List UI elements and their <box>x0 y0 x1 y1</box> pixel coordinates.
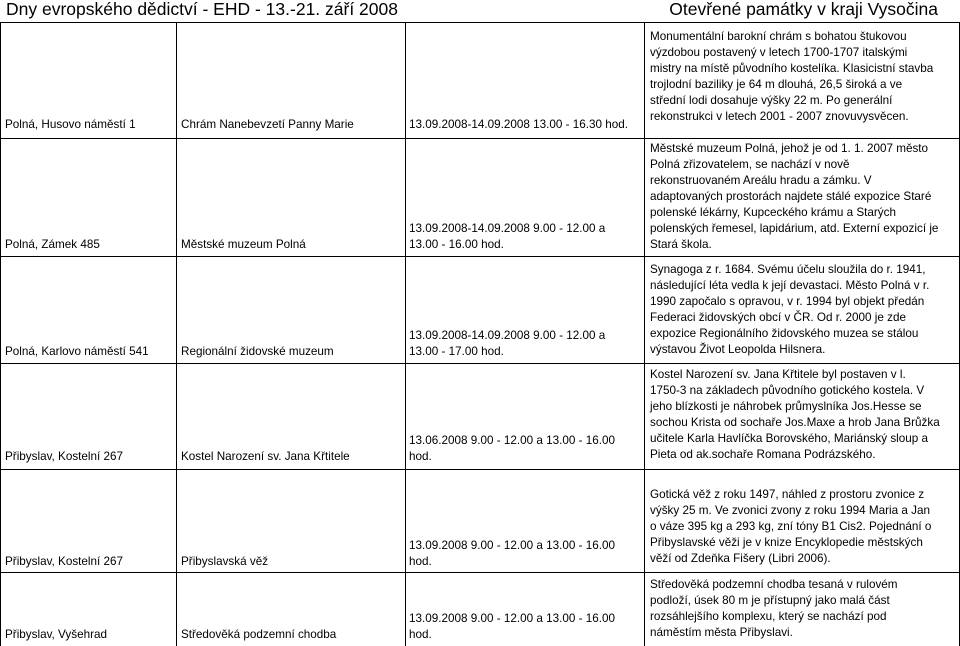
venue-name-cell: Středověká podzemní chodba <box>181 628 337 641</box>
description-cell: Gotická věž z roku 1497, náhled z prostoru zvonice z výšky 25 m. Ve zvonici zvony z roku 1994 Maria a Jan o váze 395 kg a 293 kg, zní tóny B1 Cis2. Pojednání o Přibyslavské věži je v knize Encyklopedie městských věží od Zdeňka Fišery (Libri 2006). <box>650 488 932 565</box>
time-cell: 13.09.2008-14.09.2008 9.00 - 12.00 a 13.00 - 17.00 hod. <box>409 329 606 358</box>
address-cell: Polná, Karlovo náměstí 541 <box>5 345 149 358</box>
description-cell: Kostel Narození sv. Jana Křtitele byl postaven v l. 1750-3 na základech původního gotického kostela. V jeho blízkosti je náhrobek průmyslníka Jos.Hesse se sochou Krista od sochaře Jos.Maxe a hrob Jana Brůžka učitele Karla Havlíčka Borovského, Mariánský sloup a Pieta od ak.sochaře Romana Podrázského. <box>650 368 940 461</box>
description-cell: Monumentální barokní chrám s bohatou štukovou výzdobou postavený v letech 1700-1707 italskými mistry na místě původního kostelíka. Klasicistní stavba trojlodní baziliky je 64 m dlouhá, 26,5 široká a ve střední lodi dosahuje výšky 22 m. Po generální rekonstrukci v letech 2001 - 2007 znovuvysvěcen. <box>650 30 934 123</box>
table-top-border <box>0 22 960 23</box>
address-cell: Přibyslav, Kostelní 267 <box>5 450 124 463</box>
time-cell: 13.09.2008-14.09.2008 9.00 - 12.00 a 13.00 - 16.00 hod. <box>409 222 606 251</box>
row-divider <box>0 363 960 364</box>
venue-name-cell: Chrám Nanebevzetí Panny Marie <box>181 118 354 131</box>
description-cell: Středověká podzemní chodba tesaná v rulovém podloží, úsek 80 m je přístupný jako malá část rozsáhlejšího komplexu, který se nachází pod náměstím města Přibyslavi. <box>650 578 898 639</box>
column-divider <box>176 23 177 646</box>
description-cell: Městské muzeum Polná, jehož je od 1. 1. 2007 město Polná zřizovatelem, se nachází v nově rekonstruovaném Areálu hradu a zámku. V adaptovaných prostorách najdete stálé expozice Staré polenské lékárny, Kupceckého krámu a Starých polenských řemesel, lapidárium, atd. Externí expozicí je Stará škola. <box>650 142 939 251</box>
column-divider <box>0 23 1 646</box>
venue-name-cell: Přibyslavská věž <box>181 555 269 568</box>
address-cell: Přibyslav, Vyšehrad <box>5 628 107 641</box>
address-cell: Polná, Husovo náměstí 1 <box>5 118 136 131</box>
time-cell: 13.06.2008 9.00 - 12.00 a 13.00 - 16.00 hod. <box>409 434 615 463</box>
address-cell: Polná, Zámek 485 <box>5 238 100 251</box>
address-cell: Přibyslav, Kostelní 267 <box>5 555 124 568</box>
page-header <box>0 0 960 23</box>
description-cell: Synagoga z r. 1684. Svému účelu sloužila do r. 1941, následující léta vedla k její devastaci. Město Polná v r. 1990 započalo s opravou, v r. 1994 byl objekt předán Federaci židovských obcí v ČR. Od r. 2000 je zde expozice Regionálního židovského muzea se stálou výstavou Život Leopolda Hilsnera. <box>650 263 930 356</box>
column-divider <box>644 23 645 646</box>
time-cell: 13.09.2008 9.00 - 12.00 a 13.00 - 16.00 hod. <box>409 539 615 568</box>
row-divider <box>0 256 960 257</box>
row-divider <box>0 469 960 470</box>
time-cell: 13.09.2008-14.09.2008 13.00 - 16.30 hod. <box>409 118 629 131</box>
event-title: Dny evropského dědictví - EHD - 13.-21. září 2008 <box>6 0 398 19</box>
venue-name-cell: Regionální židovské muzeum <box>181 345 334 358</box>
venue-name-cell: Městské muzeum Polná <box>181 238 306 251</box>
row-divider <box>0 572 960 573</box>
time-cell: 13.09.2008 9.00 - 12.00 a 13.00 - 16.00 hod. <box>409 612 615 641</box>
region-title: Otevřené památky v kraji Vysočina <box>669 0 938 19</box>
column-divider <box>405 23 406 646</box>
row-divider <box>0 138 960 139</box>
venue-name-cell: Kostel Narození sv. Jana Křtitele <box>181 450 350 463</box>
